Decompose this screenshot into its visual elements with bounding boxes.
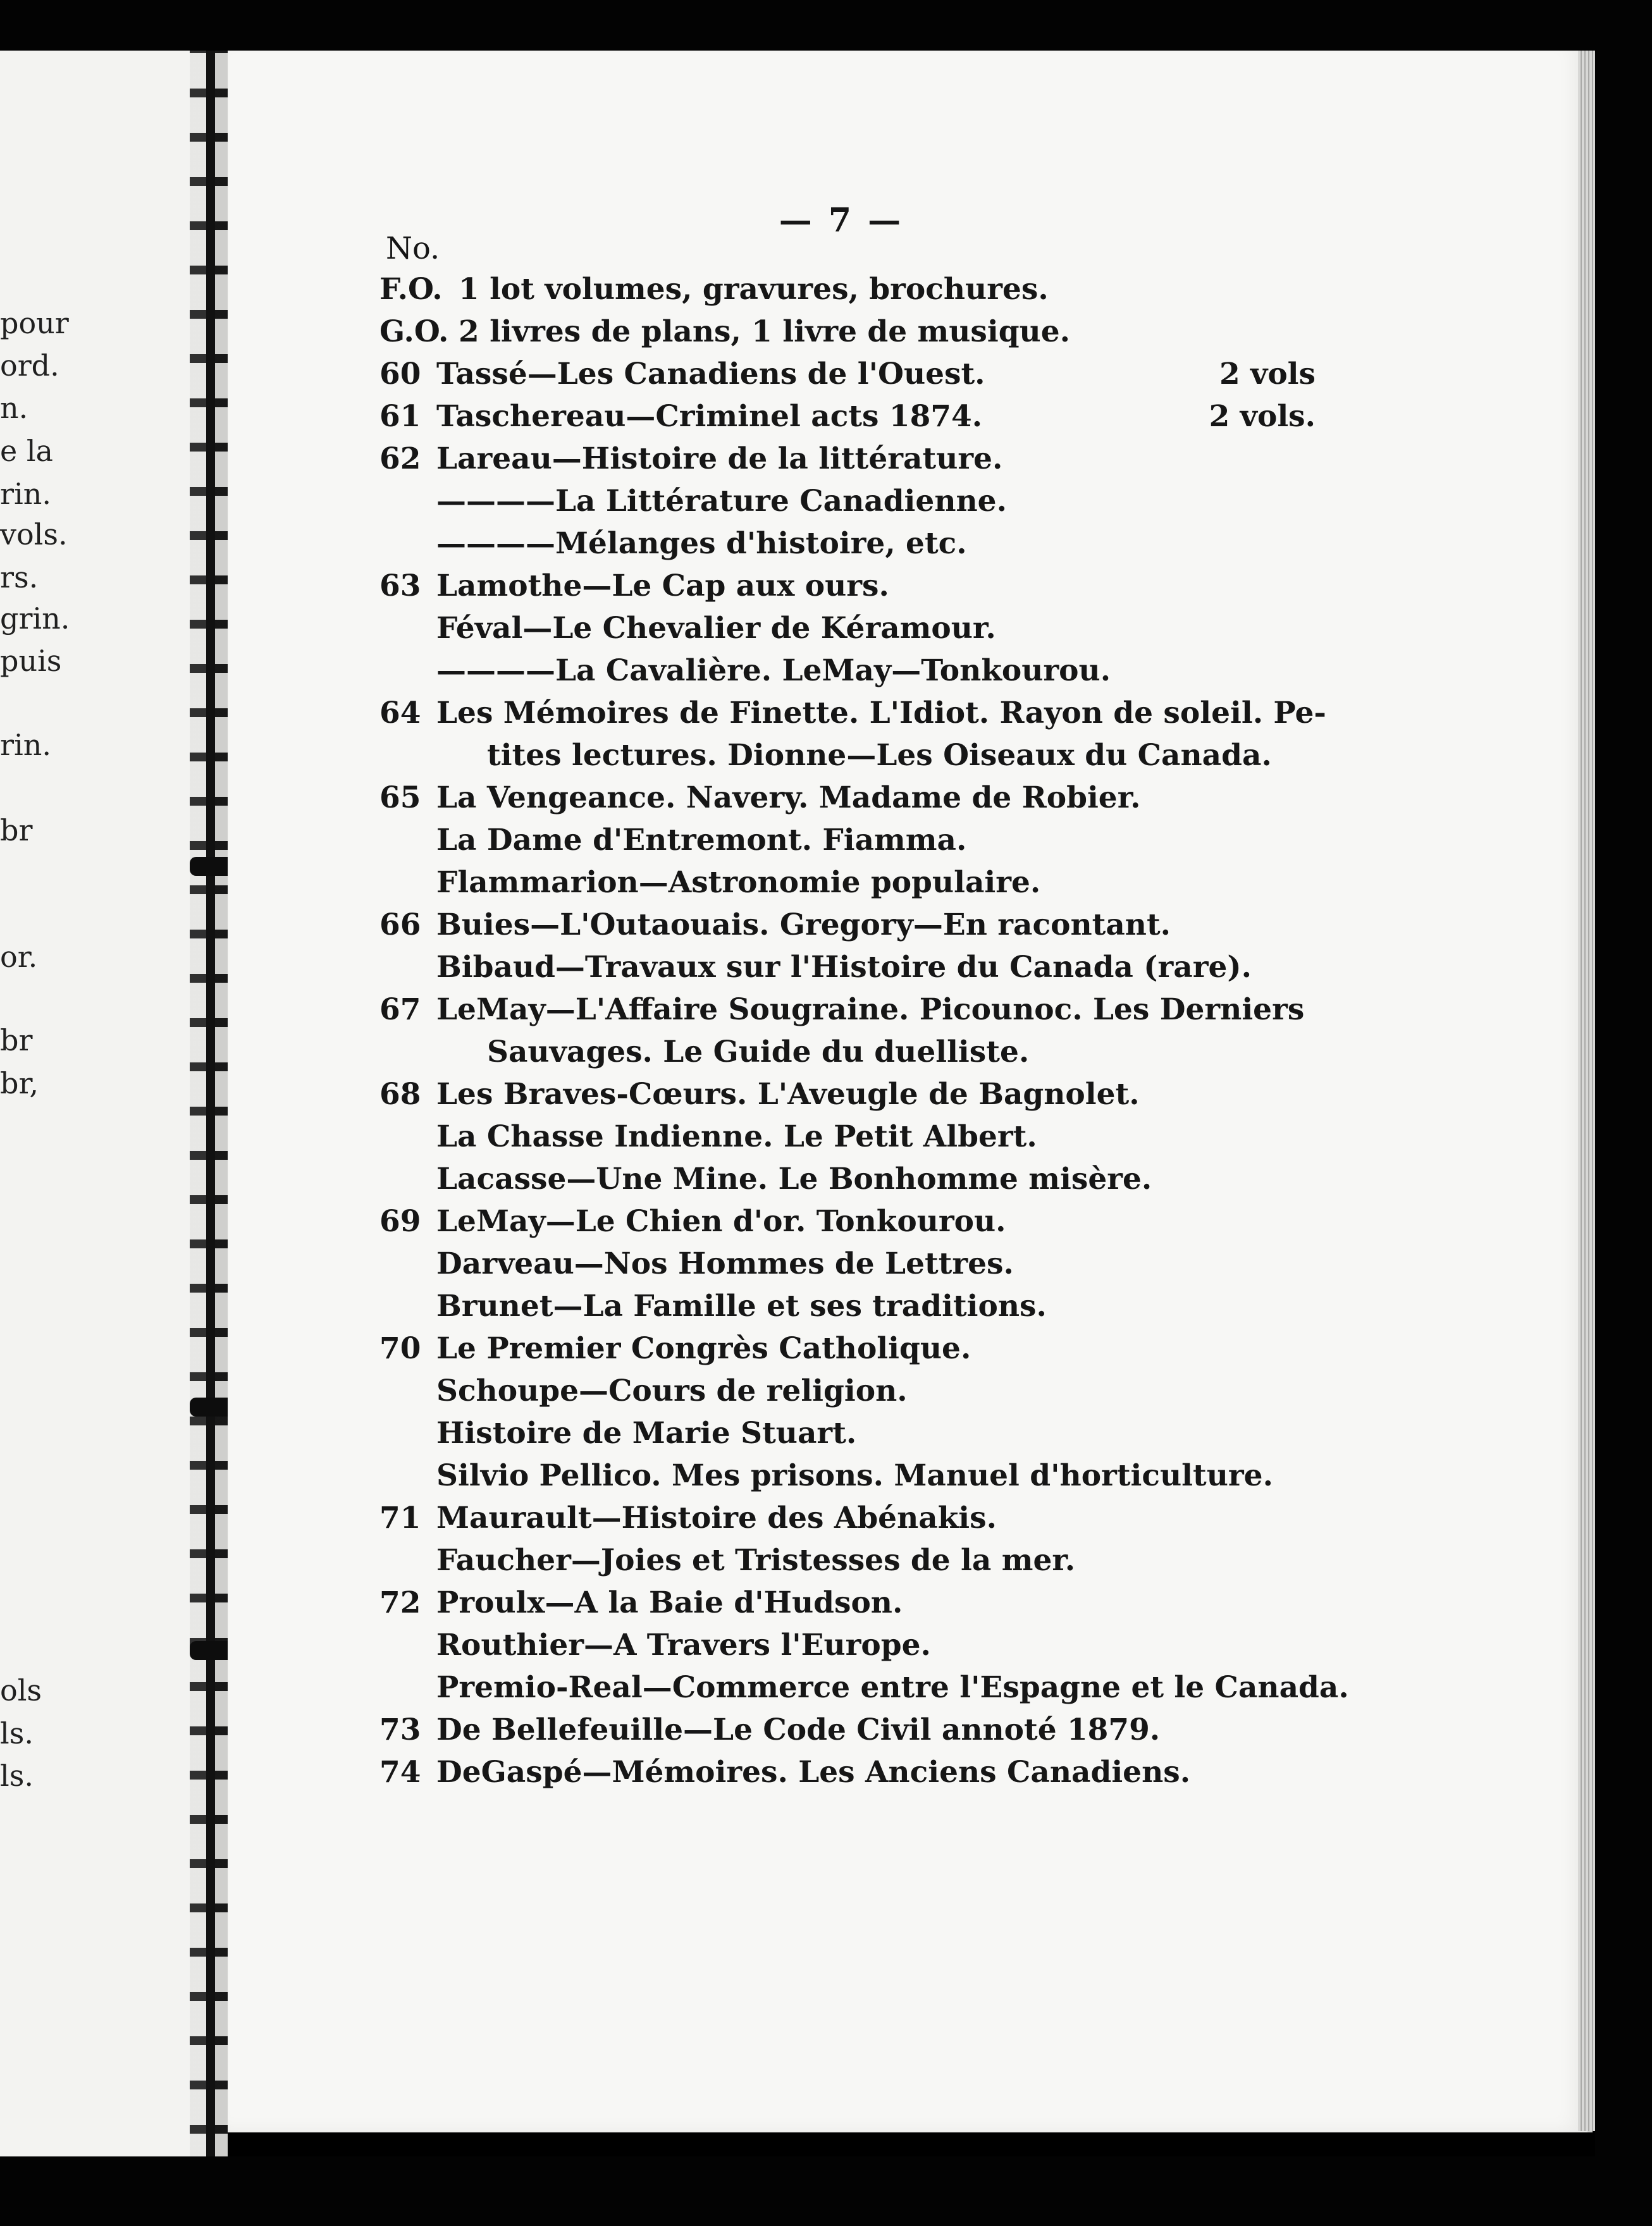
- catalogue-line: [379, 1031, 1316, 1073]
- catalogue-line: [379, 947, 1316, 988]
- left-page-fragment: br,: [0, 1066, 39, 1100]
- left-page-fragment: pour: [0, 306, 69, 340]
- left-page-fragment: ls.: [0, 1759, 34, 1793]
- lot-description: Les Mémoires de Finette. L'Idiot. Rayon de soleil. Pe-: [436, 696, 1326, 730]
- catalogue-line: [379, 650, 1316, 692]
- catalogue-line: [379, 820, 1316, 861]
- lot-number: 70: [379, 1331, 421, 1366]
- lot-number: 61: [379, 399, 421, 434]
- catalogue-line: [379, 1370, 1316, 1412]
- catalogue-line: [379, 1625, 1316, 1666]
- catalogue-line: [379, 1116, 1316, 1158]
- left-page-fragment: rs.: [0, 560, 39, 594]
- catalogue-line: [379, 1074, 1316, 1116]
- lot-number: 66: [379, 907, 421, 942]
- lot-description: De Bellefeuille—Le Code Civil annoté 1879.: [436, 1713, 1161, 1747]
- lot-description: La Chasse Indienne. Le Petit Albert.: [436, 1119, 1037, 1154]
- lot-number: 62: [379, 441, 421, 476]
- lot-description: Les Braves-Cœurs. L'Aveugle de Bagnolet.: [436, 1077, 1140, 1112]
- lot-number: 60: [379, 357, 421, 391]
- lot-description: LeMay—Le Chien d'or. Tonkourou.: [436, 1204, 1006, 1239]
- catalogue-line: [379, 904, 1316, 946]
- lot-description: tites lectures. Dionne—Les Oiseaux du Canada.: [487, 738, 1272, 773]
- left-page-fragment: grin.: [0, 601, 70, 636]
- lot-description: Lacasse—Une Mine. Le Bonhomme misère.: [436, 1162, 1152, 1196]
- left-page-fragment: ols: [0, 1673, 42, 1707]
- catalogue-line: [379, 692, 1326, 734]
- lot-description: Féval—Le Chevalier de Kéramour.: [436, 611, 996, 646]
- lot-number: 69: [379, 1204, 421, 1239]
- catalogue-line: [379, 1328, 1316, 1370]
- lot-description: Premio-Real—Commerce entre l'Espagne et le Canada.: [436, 1670, 1349, 1705]
- lot-description: ————La Cavalière. LeMay—Tonkourou.: [436, 653, 1111, 688]
- lot-description: Taschereau—Criminel acts 1874.: [436, 399, 983, 434]
- lot-number: 72: [379, 1585, 421, 1620]
- catalogue-line: [379, 354, 1316, 395]
- lot-description: Le Premier Congrès Catholique.: [436, 1331, 971, 1366]
- lot-description: Maurault—Histoire des Abénakis.: [436, 1501, 997, 1535]
- lot-description: Schoupe—Cours de religion.: [436, 1374, 908, 1408]
- lot-quantity: 2 vols.: [1209, 399, 1316, 434]
- catalogue-line: [379, 989, 1316, 1031]
- page-number: — 7 —: [779, 201, 904, 240]
- catalogue-line: [379, 1582, 1316, 1624]
- catalogue-line: [379, 396, 1316, 438]
- lot-description: Brunet—La Famille et ses traditions.: [436, 1289, 1047, 1324]
- lot-description: Lamothe—Le Cap aux ours.: [436, 569, 889, 603]
- lot-description: LeMay—L'Affaire Sougraine. Picounoc. Les Derniers: [436, 992, 1305, 1027]
- lot-number: 65: [379, 780, 421, 815]
- lot-description: Proulx—A la Baie d'Hudson.: [436, 1585, 903, 1620]
- left-page-fragment: br: [0, 1023, 33, 1057]
- lot-number: 73: [379, 1713, 421, 1747]
- catalogue-line: [379, 1159, 1316, 1200]
- lot-number: 74: [379, 1755, 421, 1790]
- catalogue-line: [379, 438, 1316, 480]
- lot-number: 68: [379, 1077, 421, 1112]
- catalogue-line: [379, 777, 1316, 819]
- lot-number: 67: [379, 992, 421, 1027]
- lot-description: Faucher—Joies et Tristesses de la mer.: [436, 1543, 1076, 1578]
- lot-description: Sauvages. Le Guide du duelliste.: [487, 1035, 1030, 1069]
- catalogue-line: [379, 565, 1316, 607]
- lot-description: Buies—L'Outaouais. Gregory—En racontant.: [436, 907, 1171, 942]
- left-page-fragment: ord.: [0, 348, 59, 383]
- lot-description: Darveau—Nos Hommes de Lettres.: [436, 1246, 1014, 1281]
- catalogue-line: [379, 481, 1316, 522]
- catalogue-line: [379, 311, 1316, 353]
- catalogue-line: [379, 1667, 1349, 1709]
- catalogue-line: [379, 1540, 1316, 1582]
- lot-description: Tassé—Les Canadiens de l'Ouest.: [436, 357, 985, 391]
- catalogue-line: [379, 735, 1316, 777]
- catalogue-line: [379, 862, 1316, 904]
- left-page-fragment: vols.: [0, 517, 68, 551]
- catalogue-line: [379, 1243, 1316, 1285]
- left-page-fragment: ls.: [0, 1716, 34, 1750]
- lot-description: 1 lot volumes, gravures, brochures.: [459, 272, 1049, 307]
- lot-description: ————Mélanges d'histoire, etc.: [436, 526, 967, 561]
- catalogue-line: [379, 269, 1316, 311]
- left-page-fragment: rin.: [0, 477, 51, 511]
- lot-description: ————La Littérature Canadienne.: [436, 484, 1007, 519]
- catalogue-line: [379, 1752, 1316, 1793]
- catalogue-line: [379, 1497, 1316, 1539]
- lot-number: 64: [379, 696, 421, 730]
- lot-description: Lareau—Histoire de la littérature.: [436, 441, 1003, 476]
- lot-description: Silvio Pellico. Mes prisons. Manuel d'horticulture.: [436, 1458, 1273, 1493]
- number-column-heading: No.: [386, 231, 440, 266]
- left-page-fragment: puis: [0, 644, 62, 678]
- catalogue-line: [379, 523, 1316, 565]
- left-page-fragment: or.: [0, 940, 38, 974]
- catalogue-line: [379, 1413, 1316, 1454]
- lot-description: Flammarion—Astronomie populaire.: [436, 865, 1041, 900]
- lot-number: 63: [379, 569, 421, 603]
- lot-number: F.O.: [379, 272, 443, 307]
- lot-description: Bibaud—Travaux sur l'Histoire du Canada (rare).: [436, 950, 1252, 985]
- lot-number: 71: [379, 1501, 421, 1535]
- left-page-fragment: br: [0, 813, 33, 847]
- lot-quantity: 2 vols: [1219, 357, 1316, 391]
- left-page-fragment: e la: [0, 434, 53, 468]
- lot-description: Routhier—A Travers l'Europe.: [436, 1628, 931, 1663]
- lot-description: 2 livres de plans, 1 livre de musique.: [459, 314, 1070, 349]
- lot-number: G.O.: [379, 314, 449, 349]
- left-page-fragment: rin.: [0, 728, 51, 762]
- catalogue-line: [379, 1455, 1316, 1497]
- lot-description: Histoire de Marie Stuart.: [436, 1416, 857, 1451]
- catalogue-line: [379, 608, 1316, 649]
- catalogue-line: [379, 1201, 1316, 1243]
- catalogue-line: [379, 1709, 1316, 1751]
- lot-description: La Dame d'Entremont. Fiamma.: [436, 823, 967, 858]
- lot-description: DeGaspé—Mémoires. Les Anciens Canadiens.: [436, 1755, 1191, 1790]
- catalogue-line: [379, 1286, 1316, 1327]
- left-page-fragment: n.: [0, 391, 28, 425]
- lot-description: La Vengeance. Navery. Madame de Robier.: [436, 780, 1141, 815]
